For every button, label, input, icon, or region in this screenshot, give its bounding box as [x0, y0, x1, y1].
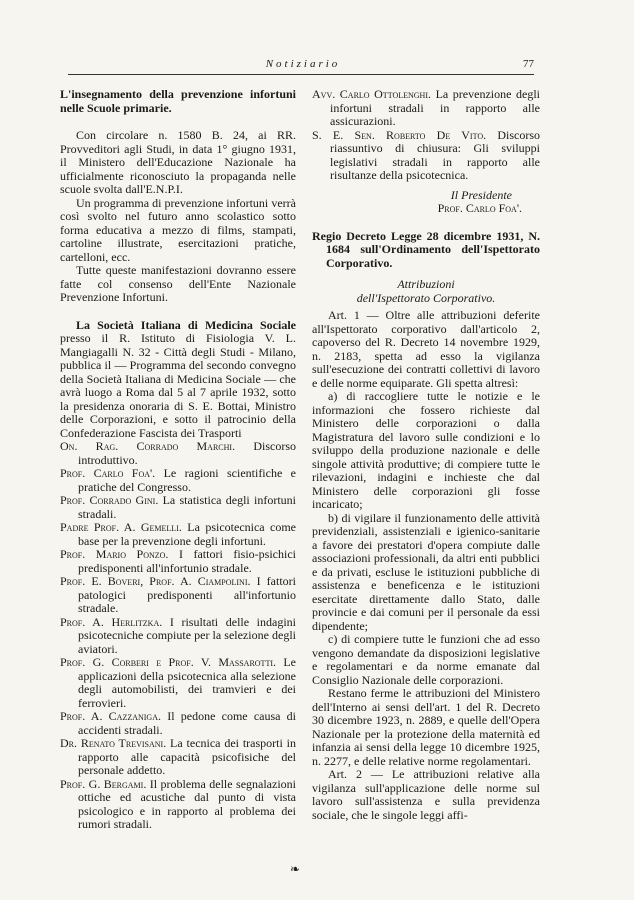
speaker-entry: [60, 575, 296, 616]
speaker-entry: [60, 467, 296, 494]
article-2: Art. 2 — Le attribuzioni relative alla vigilanza sull'applicazione delle norme sul lavoro sull'assistenza e sulla previdenza sociale, che le singole leggi affi-: [312, 767, 540, 822]
speaker-name: Padre Prof. A. Gemelli.: [60, 520, 182, 534]
article-1-c: c) di compiere tutte le funzioni che ad esso vengono demandate da disposizioni legislative e regolamentari e da norme emanate dal Consiglio Nazionale delle corporazioni.: [312, 632, 540, 687]
speaker-entry: [60, 440, 296, 467]
speaker-talk: I fattori patologici predisponenti all'infortunio stradale.: [78, 574, 297, 615]
speaker-entry: [60, 778, 296, 832]
subheading-attribuzioni: Attribuzioni: [397, 277, 455, 291]
printer-ornament-icon: ❧: [290, 862, 301, 876]
article-1: Art. 1 — Oltre alle attribuzioni deferite all'Ispettorato corporativo dall'articolo 2, capoverso del R. Decreto 14 novembre 1929, n. 2183, spetta ad esso la vigilanza sull'esecuzione dei contratti collettivi di lavoro e delle norme equiparate. Gli spetta altresì:: [312, 308, 540, 390]
paragraph-circular: Con circolare n. 1580 B. 24, ai RR. Provveditori agli Studi, in data 1° giugno 1931, il Ministero dell'Educazione Nazionale ha ufficialmente riconosciuto la propaganda nelle scuole svolta dall'E.N.P.I.: [60, 128, 296, 196]
speaker-entry: [60, 521, 296, 548]
paragraph-consent: Tutte queste manifestazioni dovranno essere fatte col consenso dell'Ente Nazionale Prevenzione Infortuni.: [60, 263, 296, 304]
article-1-d: Restano ferme le attribuzioni del Ministero dell'Interno ai sensi dell'art. 1 del R. Decreto 30 dicembre 1923, n. 2889, e quelle dell'Opera Nazionale per la protezione della maternità ed infanzia ai sensi della legge 10 dicembre 1925, n. 2277, e delle relative norme regolamentari.: [312, 686, 540, 768]
speaker-name: Avv. Carlo Ottolenghi.: [312, 87, 431, 101]
speaker-name: On. Rag. Corrado Marchi.: [60, 439, 236, 453]
page-number: 77: [523, 58, 534, 70]
running-header: Notiziario: [265, 58, 341, 70]
speaker-entry: [60, 494, 296, 521]
right-column: [312, 88, 540, 822]
speaker-name: Dr. Renato Trevisani.: [60, 736, 167, 750]
society-paragraph: [60, 319, 296, 441]
speaker-talk: La statistica degli infortuni stradali.: [78, 493, 297, 521]
speaker-entry: [312, 129, 540, 183]
speaker-talk: La psicotecnica come base per la prevenzione degli infortuni.: [78, 520, 297, 548]
left-speaker-list: [60, 440, 296, 832]
speaker-talk: Il problema delle segnalazioni ottiche ed acustiche dal punto di vista psicologico e in rapporto al problema dei rumori stradali.: [78, 776, 296, 831]
header-rule: [68, 74, 534, 75]
speaker-name: S. E. Sen. Roberto De Vito.: [312, 127, 487, 142]
speaker-talk: Discorso introduttivo.: [78, 439, 296, 467]
speaker-name: Prof. E. Boveri, Prof. A. Ciampolini.: [60, 574, 251, 588]
speaker-name: Prof. G. Bergami.: [60, 776, 147, 791]
speaker-name: Prof. Mario Ponzo.: [60, 547, 169, 561]
speaker-entry: [60, 710, 296, 737]
speaker-talk: Discorso riassuntivo di chiusura: Gli sviluppi legislativi stradali in rapporto alle risultanze della psicotecnica.: [330, 127, 541, 182]
speaker-name: Prof. A. Cazzaniga.: [60, 709, 161, 723]
signature-role: Il Presidente: [450, 187, 512, 202]
speaker-name: Prof. Corrado Gini.: [60, 493, 159, 507]
speaker-name: Prof. A. Herlitzka.: [60, 614, 163, 629]
speaker-talk: Il pedone come causa di accidenti stradali.: [78, 709, 297, 737]
paragraph-program: Un programma di prevenzione infortuni verrà così svolto nel futuro anno scolastico sotto forma educativa a mezzo di films, stampati, cartoline illustrate, esercitazioni pratiche, cartelloni, ecc.: [60, 195, 296, 264]
article-1-a: a) di raccogliere tutte le notizie e le informazioni che fossero richieste dal Ministero delle corporazioni o dalla Magistratura del lavoro sulle condizioni e lo sviluppo della produzione nazionale e delle singole attività produttive; di compiere tutte le rilevazioni, indagini e inchieste che dal Ministero delle corporazioni gli fosse incaricato;: [312, 389, 540, 511]
subheading-ispettorato: dell'Ispettorato Corporativo.: [356, 290, 496, 305]
right-speaker-list: [312, 88, 540, 183]
speaker-entry: [312, 88, 540, 129]
speaker-talk: I risultati delle indagini psicotecniche compiute per la selezione degli aviatori.: [78, 614, 297, 656]
speaker-entry: [60, 656, 296, 710]
speaker-talk: Le ragioni scientifiche e pratiche del Congresso.: [78, 466, 297, 494]
article-title-school: L'insegnamento della prevenzione infortuni nelle Scuole primarie.: [60, 87, 296, 115]
society-heading: La Società Italiana di Medicina Sociale: [76, 317, 296, 332]
speaker-name: Prof. Carlo Foa'.: [60, 466, 156, 480]
speaker-talk: I fattori fisio-psichici predisponenti all'infortunio stradale.: [78, 547, 296, 575]
speaker-entry: [60, 737, 296, 778]
speaker-talk: Le applicazioni della psicotecnica alla selezione degli automobilisti, dei tramvieri e dei ferrovieri.: [78, 655, 296, 710]
signature-name: Prof. Carlo Foa'.: [437, 201, 522, 215]
speaker-entry: [60, 548, 296, 575]
speaker-talk: La prevenzione degli infortuni stradali in rapporto alle assicurazioni.: [330, 87, 541, 128]
speaker-entry: [60, 616, 296, 657]
decree-title: Regio Decreto Legge 28 dicembre 1931, N. 1684 sull'Ordinamento dell'Ispettorato Corporativo.: [312, 228, 540, 270]
society-body: presso il R. Istituto di Fisiologia V. L. Mangiagalli N. 32 - Città degli Studi - Milano, pubblica il — Programma del secondo convegno della Società Italiana di Medicina Sociale — che avrà luogo a Roma dal 5 al 7 aprile 1932, sotto la presidenza onoraria di S. E. Bottai, Ministro delle Corporazioni, e sotto il patrocinio della Confederazione Fascista dei Trasporti: [60, 331, 296, 440]
speaker-name: Prof. G. Corberi e Prof. V. Massarotti.: [60, 655, 276, 669]
article-1-b: b) di vigilare il funzionamento delle attività previdenziali, assistenziali e igienico-sanitarie a favore dei prestatori d'opera compiute dalle associazioni professionali, da altri enti pubblici e da privati, escluse le istituzioni pubbliche di assistenza e beneficenza e le istituzioni esercitate direttamente dallo Stato, dalle provincie e dai comuni per il personale da essi dipendente;: [312, 510, 540, 633]
speaker-talk: La tecnica dei trasporti in rapporto alle capacità psicofisiche del personale addetto.: [78, 736, 296, 777]
left-column: [60, 88, 296, 832]
